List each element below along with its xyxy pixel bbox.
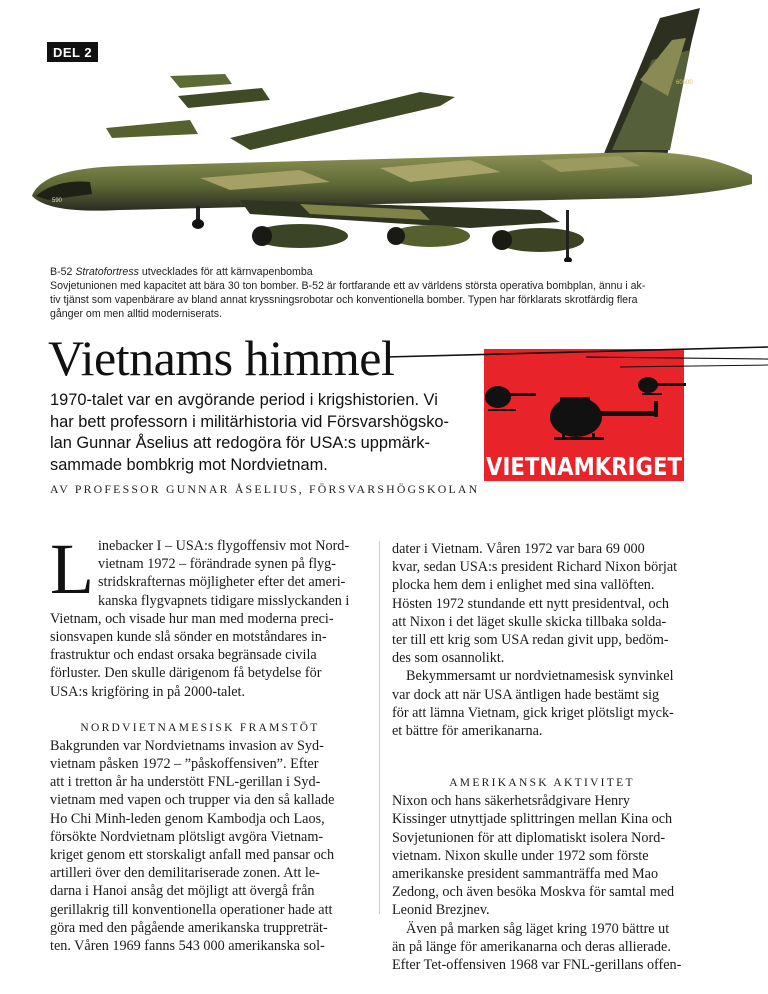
text-line: vietnam. Nixon skulle under 1972 som förste bbox=[392, 847, 649, 864]
text-line: att Nixon i det läget skulle skicka tillbaka solda- bbox=[392, 613, 667, 630]
byline: AV PROFESSOR GUNNAR ÅSELIUS, FÖRSVARSHÖGSKOLAN bbox=[50, 482, 480, 496]
text-line: Zedong, och även besöka Moskva för samtal med bbox=[392, 884, 675, 901]
text-line: än på länge för amerikanarna och deras allierade. bbox=[392, 938, 671, 955]
logo-text: VIETNAMKRIGET bbox=[486, 452, 682, 481]
body-column-left bbox=[50, 529, 350, 955]
part-badge: DEL 2 bbox=[47, 42, 98, 62]
text-line: darna i Hanoi ansåg det möjligt att övergå från bbox=[50, 883, 315, 900]
text-line: Bakgrunden var Nordvietnams invasion av Syd- bbox=[50, 737, 324, 754]
lead-line: lan Gunnar Åselius att redogöra för USA:s uppmärk- bbox=[50, 434, 430, 452]
text-line: plocka hem dem i enlighet med sina vallöften. bbox=[392, 577, 655, 594]
text-line: inebacker I – USA:s flygoffensiv mot Nord- bbox=[97, 538, 350, 554]
article-lead bbox=[50, 390, 450, 476]
caption-line-3: tiv tjänst som vapenbärare av bland annat kryssningsrobotar och konventionella bomber. Typen har förklarats skrotfärdig flera bbox=[50, 294, 638, 306]
text-line: kriget genom ett storskaligt anfall med pansar och bbox=[50, 847, 335, 864]
text-line: Hösten 1972 stundande ett nytt presidentval, och bbox=[392, 595, 669, 612]
text-line: Vietnam, och visade hur man med moderna preci- bbox=[50, 610, 334, 627]
article-title: Vietnams himmel bbox=[48, 330, 395, 386]
section-subhead: AMERIKANSK AKTIVITET bbox=[449, 777, 635, 790]
body-column-right bbox=[392, 540, 692, 974]
text-line: ter till ett krig som USA redan givit upp, bedöm- bbox=[392, 632, 669, 649]
text-line: var dock att när USA äntligen hade bestämt sig bbox=[392, 686, 660, 703]
caption-line-2: Sovjetunionen med kapacitet att bära 30 ton bomber. B-52 är fortfarande ett av världens största operativa bombplan, ännu i ak- bbox=[50, 280, 646, 292]
caption-line-1 bbox=[50, 265, 720, 279]
text-line: för att lämna Vietnam, gick kriget plötsligt myck- bbox=[392, 704, 674, 721]
lead-line: 1970-talet var en avgörande period i krigshistorien. Vi bbox=[50, 391, 438, 409]
text-line: amerikanske president sammanträffa med Mao bbox=[392, 866, 659, 883]
text-line: frastruktur och endast orsaka begränsade civila bbox=[50, 647, 317, 664]
nose-number: 590 bbox=[52, 198, 63, 204]
body-paragraph bbox=[392, 540, 692, 667]
text-line: des som osannolikt. bbox=[392, 650, 505, 667]
text-line: Sovjetunionen för att diplomatiskt isolera Nord- bbox=[392, 829, 666, 846]
text-line: göra med den pågående amerikanska truppreträt- bbox=[50, 919, 328, 936]
text-line: ten. Våren 1969 fanns 543 000 amerikanska sol- bbox=[50, 938, 325, 955]
image-caption bbox=[50, 265, 720, 321]
caption-lead: B-52 bbox=[50, 266, 76, 278]
text-line: Ho Chi Minh-leden genom Kambodja och Laos, bbox=[50, 810, 325, 827]
text-line: förluster. Den skulle därigenom få betydelse för bbox=[50, 665, 322, 682]
intro-paragraph bbox=[50, 529, 350, 701]
text-line: Nixon och hans säkerhetsrådgivare Henry bbox=[392, 793, 630, 810]
section-subhead: NORDVIETNAMESISK FRAMSTÖT bbox=[80, 721, 320, 734]
text-line: Bekymmersamt ur nordvietnamesisk synvinkel bbox=[406, 668, 674, 685]
caption-italic: Stratofortress bbox=[75, 266, 139, 278]
text-line: kanska flygvapnets tidigare misslyckanden i bbox=[97, 592, 350, 609]
b52-bomber-illustration bbox=[0, 0, 768, 262]
text-line: Även på marken såg läget kring 1970 bättre ut bbox=[406, 920, 670, 937]
text-line: gerillakrig till konventionella operationer hade att bbox=[50, 901, 333, 918]
lead-line: sammade bombkrig mot Nordvietnam. bbox=[50, 455, 328, 474]
text-line: USA:s krigföring in på 2000-talet. bbox=[50, 683, 246, 700]
caption-rest: utvecklades för att kärnvapenbomba bbox=[138, 266, 313, 278]
column-divider bbox=[379, 541, 380, 914]
body-paragraph bbox=[392, 667, 692, 740]
text-line: stridskrafternas möjligheter efter det ameri- bbox=[97, 574, 346, 591]
text-line: dater i Vietnam. Våren 1972 var bara 69 000 bbox=[392, 541, 645, 557]
lead-line: har bett professorn i militärhistoria vid Försvarshögsko- bbox=[50, 412, 449, 431]
text-line: Leonid Brezjnev. bbox=[392, 902, 490, 919]
text-line: artilleri över den demilitariserade zonen. Att le- bbox=[50, 865, 320, 882]
text-line: Kissinger utnyttjade splittringen mellan Kina och bbox=[392, 811, 673, 828]
text-line: försökte Nordvietnam plötsligt avgöra Vietnam- bbox=[50, 828, 324, 845]
text-line: et bättre för amerikanarna. bbox=[392, 723, 543, 740]
body-paragraph bbox=[50, 737, 350, 955]
text-line: vietnam påsken 1972 – ”påskoffensiven”. Efter bbox=[50, 756, 319, 773]
tail-number: 60500 bbox=[676, 80, 693, 86]
text-line: vietnam 1972 – förändrade synen på flyg- bbox=[97, 556, 336, 573]
text-line: sionsvapen kunde slå sönder en motståndares in- bbox=[50, 629, 327, 646]
text-line: att i tretton år ha understött FNL-gerillan i Syd- bbox=[50, 774, 321, 791]
text-line: vietnam med vapen och trupper via den så kallade bbox=[50, 792, 335, 809]
text-line: Efter Tet-offensiven 1968 var FNL-gerillans offen- bbox=[392, 957, 682, 974]
body-paragraph bbox=[392, 792, 692, 919]
drop-cap: L bbox=[50, 529, 94, 609]
body-paragraph bbox=[392, 920, 692, 975]
caption-line-4: gånger om men alltid moderniserats. bbox=[50, 308, 222, 320]
text-line: kvar, sedan USA:s president Richard Nixon börjat bbox=[392, 559, 678, 576]
hero-image bbox=[0, 0, 768, 262]
